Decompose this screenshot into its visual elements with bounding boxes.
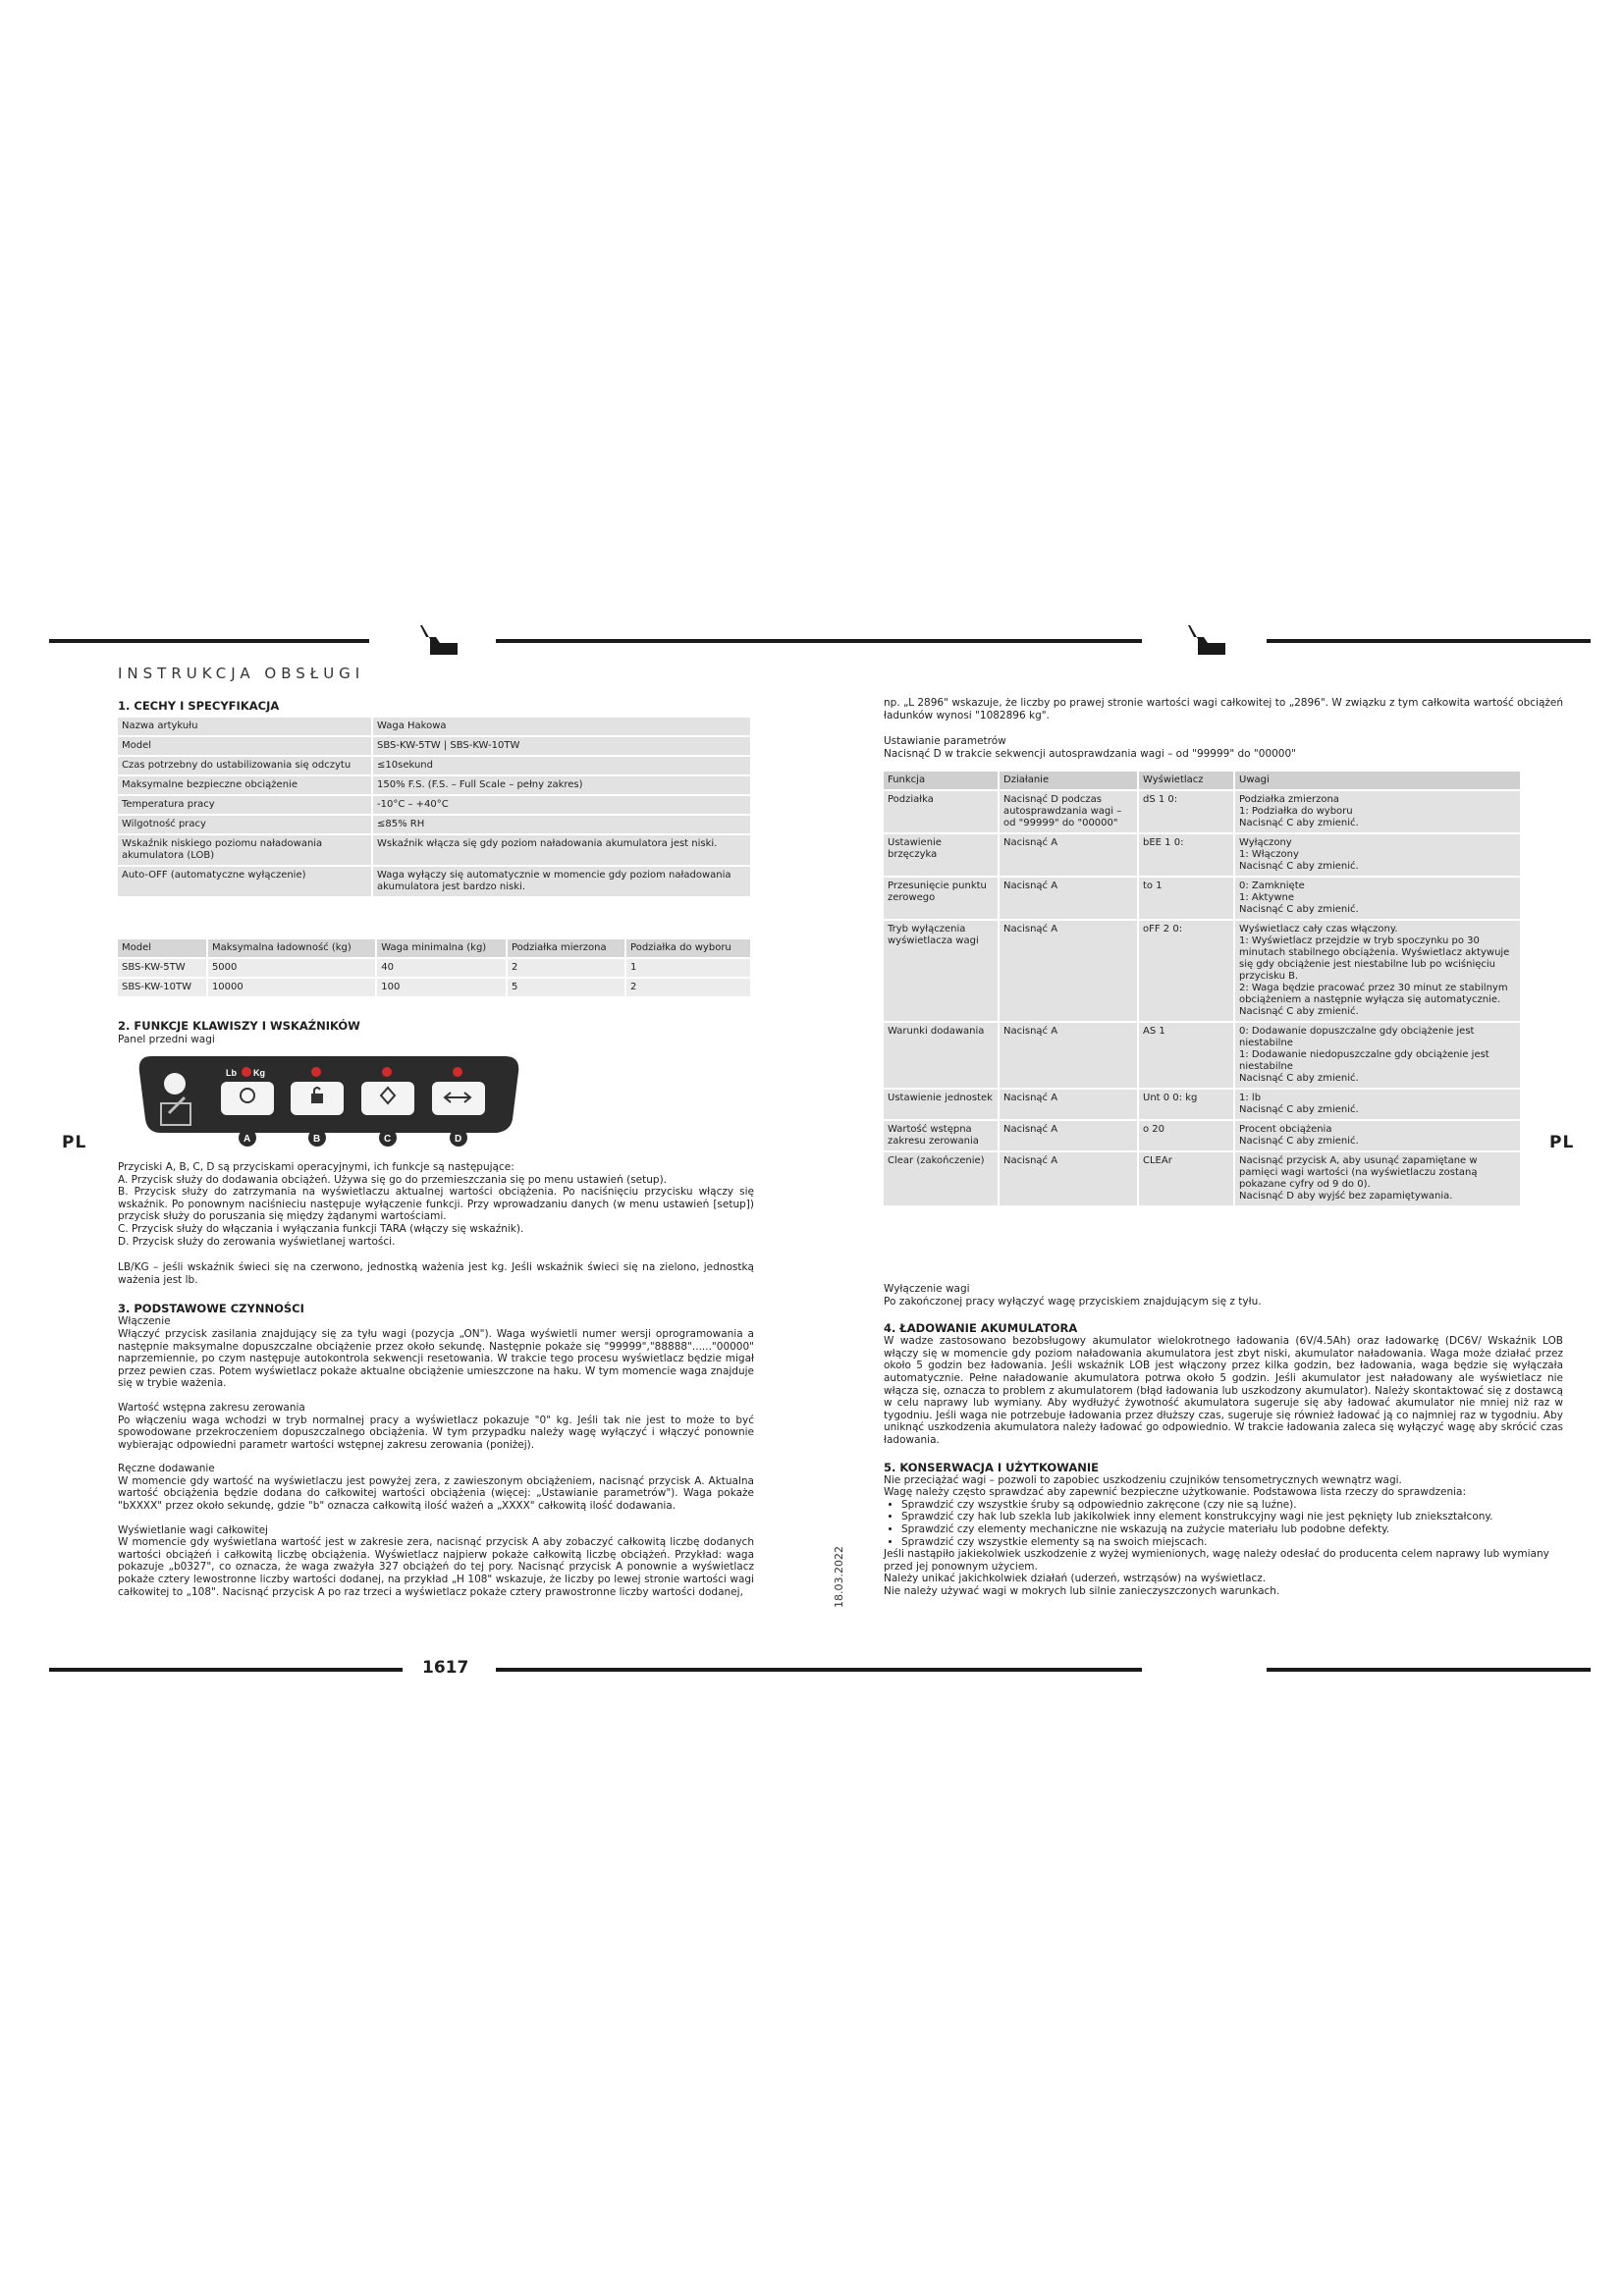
lock-icon (311, 1094, 323, 1103)
spec-key: Auto-OFF (automatyczne wyłączenie) (117, 866, 372, 897)
model-header-row (117, 938, 751, 958)
params-row (883, 920, 1521, 1022)
spec-value: SBS-KW-5TW | SBS-KW-10TW (372, 736, 751, 756)
params-cell: Podziałka (883, 790, 999, 833)
model-table (116, 937, 752, 998)
model-header-cell: Podziałka do wyboru (625, 938, 751, 958)
power-off-text: Po zakończonej pracy wyłączyć wagę przyciskiem znajdującym się z tyłu. (884, 1295, 1262, 1308)
model-header-cell: Model (117, 938, 207, 958)
model-header-cell: Podziałka mierzona (507, 938, 625, 958)
section3-title: 3. PODSTAWOWE CZYNNOŚCI (118, 1302, 304, 1316)
params-cell: o 20 (1138, 1120, 1234, 1151)
spec-row (117, 834, 751, 866)
params-cell: Nacisnąć A (999, 1120, 1138, 1151)
header-rule-right (1267, 639, 1591, 643)
spec-row (117, 775, 751, 795)
model-header-cell: Maksymalna ładowność (kg) (207, 938, 376, 958)
params-cell: Wyłączony 1: Włączony Nacisnąć C aby zmienić. (1234, 833, 1521, 877)
section4-text: W wadze zastosowano bezobsługowy akumulator wielokrotnego ładowania (6V/4.5Ah) oraz ładowarkę (DC6V/ Wskaźnik LOB włączy się w momencie gdy poziom naładowania akumulatora jest zbyt niski, akumulator naładowania. Waga może działać przez około 5 godzin bez ładowania. Jeśli wskaźnik LOB jest włączony przez kilka godzin, bez ładowania, waga będzie się wyłączała automatycznie. Pełne naładowanie akumulatora potrwa około 5 godzin. Jeśli akumulator jest naładowany ale wyświetlacz nie włącza się, oznacza to problem z akumulatorem (błąd ładowania lub uszkodzony akumulator). Należy skontaktować się z dostawcą w celu naprawy lub wymiany. Aby wydłużyć żywotność akumulatora sugeruje się aby ładować akumulator nie mniej niż raz w tygodniu. Jeśli waga nie potrzebuje ładowania przez dłuższy czas, sugeruje się również ładować ją co najmniej raz w tygodniu. Aby uniknąć uszkodzenia akumulatora należy ładować go odpowiednio. W trakcie ładowania zaleca się wyłączyć wagę aby skrócić czas ładowania. (884, 1335, 1563, 1446)
manual-add-text: W momencie gdy wartość na wyświetlaczu jest powyżej zera, z zawieszonym obciążeniem, nacisnąć przycisk A. Aktualna wartość obciążenia będzie dodana do całkowitej wartości obciążenia (więcej: „Ustawianie parametrów"). Waga pokaże "bXXXX" przez około sekundę, gdzie "b" oznacza całkowitą ilość ważeń a „XXXX" całkowitą ilość dodawania. (118, 1474, 754, 1513)
params-cell: Nacisnąć A (999, 1089, 1138, 1120)
section5-checklist (884, 1499, 1563, 1548)
params-header-cell: Wyświetlacz (1138, 771, 1234, 790)
params-row (883, 1151, 1521, 1206)
params-cell: 0: Dodawanie dopuszczalne gdy obciążenie jest niestabilne 1: Dodawanie niedopuszczalne gdy obciążenie jest niestabilne Nacisnąć C aby zmienić. (1234, 1022, 1521, 1089)
page-title: INSTRUKCJA OBSŁUGI (118, 665, 365, 682)
spec-key: Model (117, 736, 372, 756)
model-cell: 10000 (207, 978, 376, 997)
page-number: 1617 (422, 1658, 469, 1678)
model-cell: SBS-KW-10TW (117, 978, 207, 997)
model-row (117, 958, 751, 978)
brand-logo-right (1168, 621, 1229, 661)
params-cell: Unt 0 0: kg (1138, 1089, 1234, 1120)
params-cell: Procent obciążenia Nacisnąć C aby zmienić. (1234, 1120, 1521, 1151)
params-cell: Tryb wyłączenia wyświetlacza wagi (883, 920, 999, 1022)
params-cell: Nacisnąć A (999, 833, 1138, 877)
footer-rule-left (49, 1668, 403, 1672)
spec-key: Maksymalne bezpieczne obciążenie (117, 775, 372, 795)
params-cell: Warunki dodawania (883, 1022, 999, 1089)
params-row (883, 1089, 1521, 1120)
spec-key: Wskaźnik niskiego poziomu naładowania akumulatora (LOB) (117, 834, 372, 866)
spec-table (116, 716, 752, 898)
params-cell: dS 1 0: (1138, 790, 1234, 833)
lbkg-desc: LB/KG – jeśli wskaźnik świeci się na czerwono, jednostką ważenia jest kg. Jeśli wskaźnik świeci się na zielono, jednostką ważenia jest lb. (118, 1261, 754, 1286)
spec-value: -10°C – +40°C (372, 795, 751, 815)
model-cell: 5000 (207, 958, 376, 978)
model-cell: 1 (625, 958, 751, 978)
button-d-desc: D. Przycisk służy do zerowania wyświetlanej wartości. (118, 1235, 396, 1248)
params-header-cell: Działanie (999, 771, 1138, 790)
params-cell: Nacisnąć przycisk A, aby usunąć zapamiętane w pamięci wagi wartości (na wyświetlaczu zostaną pokazane cyfry od 9 do 0). Nacisnąć D aby wyjść bez zapamiętywania. (1234, 1151, 1521, 1206)
model-header-cell: Waga minimalna (kg) (376, 938, 507, 958)
spec-value: 150% F.S. (F.S. – Full Scale – pełny zakres) (372, 775, 751, 795)
params-cell: Wartość wstępna zakresu zerowania (883, 1120, 999, 1151)
date-stamp: 18.03.2022 (833, 1546, 845, 1608)
spec-row (117, 717, 751, 736)
section2-title: 2. FUNKCJE KLAWISZY I WSKAŹNIKÓW (118, 1019, 360, 1033)
spec-key: Wilgotność pracy (117, 815, 372, 834)
params-row (883, 790, 1521, 833)
power-on-title: Włączenie (118, 1315, 171, 1328)
spec-value: ≤10sekund (372, 756, 751, 775)
params-cell: Nacisnąć A (999, 877, 1138, 920)
indicator-kg: Kg (253, 1068, 265, 1078)
params-intro: Nacisnąć D w trakcie sekwencji autosprawdzania wagi – od "99999" do "00000" (884, 747, 1296, 760)
params-cell: Ustawienie jednostek (883, 1089, 999, 1120)
params-cell: Nacisnąć A (999, 920, 1138, 1022)
footer-rule-right (1267, 1668, 1591, 1672)
section4-title: 4. ŁADOWANIE AKUMULATORA (884, 1321, 1078, 1336)
spec-value: Waga Hakowa (372, 717, 751, 736)
zero-range-text: Po włączeniu waga wchodzi w tryb normalnej pracy a wyświetlacz pokazuje "0" kg. Jeśli tak nie jest to może to być spowodowane przekroczeniem dopuszczalnego obciążenia. W tym przypadku należy wagę wyłączyć i włączyć ponownie wybierając odpowiedni parametr wartości wstępnej zakresu zerowania (poniżej). (118, 1414, 754, 1451)
spec-row (117, 756, 751, 775)
section5-intro: Nie przeciążać wagi – pozwoli to zapobiec uszkodzeniu czujników tensometrycznych wewnątrz wagi. Wagę należy często sprawdzać aby zapewnić bezpieczne użytkowanie. Podstawowa lista rzeczy do sprawdzenia: (884, 1473, 1467, 1499)
params-title: Ustawianie parametrów (884, 735, 1006, 748)
spec-key: Temperatura pracy (117, 795, 372, 815)
spec-row (117, 866, 751, 897)
footer-rule-mid (496, 1668, 1142, 1672)
buttons-intro: Przyciski A, B, C, D są przyciskami operacyjnymi, ich funkcje są następujące: (118, 1161, 514, 1173)
power-off-title: Wyłączenie wagi (884, 1283, 970, 1295)
side-label-right: PL (1549, 1133, 1575, 1152)
total-weight-text: W momencie gdy wyświetlana wartość jest w zakresie zera, nacisnąć przycisk A aby zobaczyć całkowitą liczbę dodanych wartości obciążeń i całkowitą liczbę obciążenia. Wyświetlacz najpierw pokaże całkowitą liczbę obciążeń. Przykład: waga pokazuje „b0327", co oznacza, że waga zważyła 327 obciążeń do tej pory. Nacisnąć przycisk A ponownie a wyświetlacz pokaże cztery lewostronne liczby wartości dodanej, na przykład „H 108" wskazuje, że liczby po lewej stronie wartości wagi całkowitej to „108". Nacisnąć przycisk A po raz trzeci a wyświetlacz pokaże cztery prawostronne liczby wartości dodanej, (118, 1536, 754, 1598)
model-cell: 40 (376, 958, 507, 978)
params-cell: oFF 2 0: (1138, 920, 1234, 1022)
params-cell: Wyświetlacz cały czas włączony. 1: Wyświetlacz przejdzie w tryb spoczynku po 30 minutach stabilnego obciążenia. Wyświetlacz aktywuje się gdy obciążenie jest niestabilne lub po wciśnięciu przycisku B. 2: Waga będzie pracować przez 30 minut ze stabilnym obciążeniem a następnie wyłącza się automatycznie. Nacisnąć C aby zmienić. (1234, 920, 1521, 1022)
header-rule-left-2 (496, 639, 1142, 643)
section1-title: 1. CECHY I SPECYFIKACJA (118, 699, 280, 713)
params-cell: Podziałka zmierzona 1: Podziałka do wyboru Nacisnąć C aby zmienić. (1234, 790, 1521, 833)
spec-value: Wskaźnik włącza się gdy poziom naładowania akumulatora jest niski. (372, 834, 751, 866)
spec-key: Nazwa artykułu (117, 717, 372, 736)
button-a-desc: A. Przycisk służy do dodawania obciążeń. Używa się go do przemieszczania się po menu ustawień (setup). (118, 1173, 668, 1186)
params-table (882, 770, 1522, 1207)
spec-value: Waga wyłączy się automatycznie w momencie gdy poziom naładowania akumulatora jest bardzo niski. (372, 866, 751, 897)
power-on-text: Włączyć przycisk zasilania znajdujący się za tyłu wagi (pozycja „ON"). Waga wyświetli numer wersji oprogramowania a następnie maksymalne dopuszczalne obciążenie przez około sekundę. Następnie pokaże się "99999","88888"......"00000" naprzemiennie, po czym następuje autokontrola sekwencji resetowania. W trakcie tego procesu wyświetlacz będzie migał przez pewien czas. Potem wyświetlacz pokaże aktualne obciążenie umieszczone na haku. W tym momencie waga znajduje się w trybie ważenia. (118, 1327, 754, 1390)
params-cell: CLEAr (1138, 1151, 1234, 1206)
indicator-lb: Lb (226, 1068, 237, 1078)
params-cell: Nacisnąć A (999, 1022, 1138, 1089)
spec-key: Czas potrzebny do ustabilizowania się odczytu (117, 756, 372, 775)
front-panel-illustration (135, 1050, 524, 1148)
model-cell: 2 (625, 978, 751, 997)
model-cell: 2 (507, 958, 625, 978)
model-row (117, 978, 751, 997)
params-header-cell: Uwagi (1234, 771, 1521, 790)
header-rule-left-1 (49, 639, 369, 643)
manual-add-title: Ręczne dodawanie (118, 1463, 215, 1475)
spec-row (117, 736, 751, 756)
model-cell: SBS-KW-5TW (117, 958, 207, 978)
params-cell: to 1 (1138, 877, 1234, 920)
model-cell: 5 (507, 978, 625, 997)
spec-row (117, 795, 751, 815)
params-header-row (883, 771, 1521, 790)
total-weight-title: Wyświetlanie wagi całkowitej (118, 1523, 268, 1536)
section5-outro: Jeśli nastąpiło jakiekolwiek uszkodzenie z wyżej wymienionych, wagę należy odesłać do producenta celem naprawy lub wymiany przed jej ponownym użyciem. Należy unikać jakichkolwiek działań (uderzeń, wstrząsów) na wyświetlacz. Nie należy używać wagi w mokrych lub silnie zanieczyszczonych warunkach. (884, 1548, 1549, 1597)
side-label-left: PL (62, 1133, 87, 1152)
params-cell: Ustawienie brzęczyka (883, 833, 999, 877)
spec-value: ≤85% RH (372, 815, 751, 834)
button-d-label: D (455, 1134, 462, 1145)
checklist-item: • Sprawdzić czy hak lub szekla lub jakikolwiek inny element konstrukcyjny wagi nie jest pęknięty lub zniekształcony. (901, 1511, 1563, 1523)
continuation-text: np. „L 2896" wskazuje, że liczby po prawej stronie wartości wagi całkowitej to „2896". W związku z tym całkowita wartość obciążeń ładunków wynosi "1082896 kg". (884, 697, 1563, 721)
params-cell: Nacisnąć A (999, 1151, 1138, 1206)
params-row (883, 1120, 1521, 1151)
button-b-label: B (313, 1134, 321, 1145)
checklist-item: • Sprawdzić czy elementy mechaniczne nie wskazują na zużycie materiału lub podobne defekty. (901, 1523, 1563, 1536)
params-cell: 1: lb Nacisnąć C aby zmienić. (1234, 1089, 1521, 1120)
model-cell: 100 (376, 978, 507, 997)
params-header-cell: Funkcja (883, 771, 999, 790)
params-row (883, 833, 1521, 877)
spec-row (117, 815, 751, 834)
params-cell: Clear (zakończenie) (883, 1151, 999, 1206)
params-row (883, 877, 1521, 920)
params-cell: AS 1 (1138, 1022, 1234, 1089)
zero-range-title: Wartość wstępna zakresu zerowania (118, 1401, 305, 1414)
button-c-label: C (384, 1134, 392, 1145)
checklist-item: • Sprawdzić czy wszystkie elementy są na swoich miejscach. (901, 1536, 1563, 1549)
params-cell: Nacisnąć D podczas autosprawdzania wagi – od "99999" do "00000" (999, 790, 1138, 833)
params-cell: Przesunięcie punktu zerowego (883, 877, 999, 920)
brand-logo-left (401, 621, 461, 661)
section5-title: 5. KONSERWACJA I UŻYTKOWANIE (884, 1460, 1099, 1474)
params-row (883, 1022, 1521, 1089)
button-c-desc: C. Przycisk służy do włączania i wyłączania funkcji TARA (włączy się wskaźnik). (118, 1222, 524, 1235)
params-cell: 0: Zamknięte 1: Aktywne Nacisnąć C aby zmienić. (1234, 877, 1521, 920)
panel-label: Panel przedni wagi (118, 1034, 215, 1045)
button-a-label: A (244, 1134, 251, 1145)
button-b-desc: B. Przycisk służy do zatrzymania na wyświetlaczu aktualnej wartości obciążenia. Po naciśnięciu przycisku włączy się wskaźnik. Po ponownym naciśnieciu następuje wyłączenie funkcji. Przy wprowadzaniu danych (w menu ustawień [setup]) przycisk służy do poruszania się między żądanymi wartościami. (118, 1186, 754, 1223)
checklist-item: • Sprawdzić czy wszystkie śruby są odpowiednio zakręcone (czy nie są luźne). (901, 1499, 1563, 1512)
params-cell: bEE 1 0: (1138, 833, 1234, 877)
